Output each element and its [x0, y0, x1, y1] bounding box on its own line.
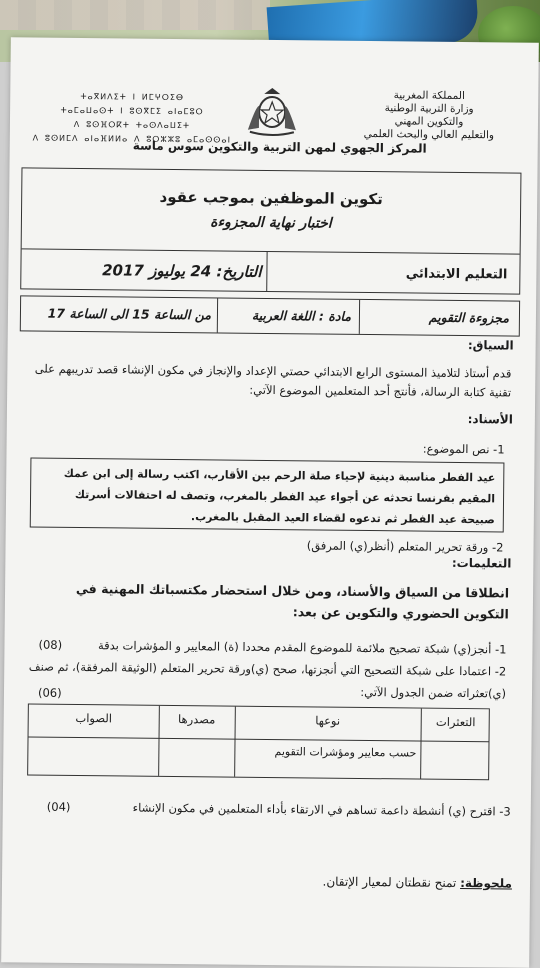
divider [266, 251, 267, 291]
tifinagh-line: ⵜⴰⴳⵍⴷⵉⵜ ⵏ ⵍⵎⵖⵔⵉⴱ [80, 91, 185, 103]
exam-info-box [20, 167, 521, 294]
context-text: قدم أستاذ لتلاميذ المستوى الرابع الابتدائي حصتي الإعداد والإنجاز في مكون الإنشاء قصد تدريبهم على تقنية كتابة الرسالة، فأنتج أحد المتعلمين الموضوع الآتي: [34, 361, 512, 400]
instructions-intro: انطلاقا من السياق والأسناد، ومن خلال استحضار مكتسباتك المهنية في التكوين الحضوري والتكوين عن بعد: [75, 580, 510, 622]
ministry-line: والتعليم العالي والبحث العلمي [363, 127, 495, 142]
exam-date: التاريخ: 24 يوليوز 2017 [102, 261, 262, 281]
question-2-points: (06) [37, 685, 62, 700]
exam-sheet [1, 37, 539, 967]
tifinagh-line: ⵜⴰⵎⴰⵡⴰⵙⵜ ⵏ ⵓⵙⴳⵎⵉ ⴰⵏⴰⵎⵓⵔ [60, 105, 204, 117]
module-name: مجزوءة التقويم [428, 309, 510, 326]
table-header: مصدرها [177, 712, 216, 727]
note [322, 875, 512, 891]
question-2: 2- اعتمادا على شبكة التصحيح التي أنجزتها، صحح (ي)ورقة تحرير المتعلم (الوثيقة المرفقة)، ثم صنف (ي)تعثراته ضمن الجدول الآتي: [28, 659, 507, 701]
module-info-row [20, 295, 520, 336]
note-label: ملحوظة: [460, 876, 513, 891]
table-cell: حسب معايير ومؤشرات التقويم [274, 745, 417, 760]
education-level: التعليم الابتدائي [405, 266, 508, 283]
subject-name: مادة : اللغة العربية [251, 307, 352, 324]
table-header: نوعها [315, 713, 341, 728]
context-heading: السياق: [467, 338, 514, 353]
instructions-heading: التعليمات: [451, 555, 512, 571]
fabric-texture [0, 0, 270, 30]
divider [359, 300, 360, 334]
support-item-1: 1- نص الموضوع: [422, 441, 505, 457]
ministry-line: المملكة المغربية [393, 89, 465, 103]
topic-text-box: عيد الفطر مناسبة دينية لإحياء صلة الرحم بين الأقارب، اكتب رسالة إلى ابن عمك المقيم بفرنسا تحدثه عن أجواء عيد الفطر بالمغرب، وتصف له احتفالات أسرتك صبيحة عيد الفطر ثم تدعوه لقضاء العيد المقبل بالمغرب. [30, 457, 505, 532]
divider [217, 298, 218, 332]
support-heading: الأسناد: [467, 412, 513, 427]
exam-time: من الساعة 15 الى الساعة 17 [47, 305, 212, 323]
question-1-points: (08) [38, 637, 63, 652]
support-item-2: 2- ورقة تحرير المتعلم (أنظر(ي) المرفق) [306, 538, 504, 555]
table-header: الصواب [75, 710, 113, 726]
royal-emblem-icon [242, 86, 303, 137]
question-3: 3- اقترح (ي) أنشطة داعمة تساهم في الارتقاء بأداء المتعلمين في مكون الإنشاء [132, 800, 511, 819]
errors-table [27, 703, 490, 780]
divider [22, 248, 520, 254]
question-3-points: (04) [46, 799, 71, 814]
tifinagh-line: ⴷ ⵓⵙⴼⵔⴽⵜ ⵜⴰⵙⴷⴰⵡⵉⵜ [73, 119, 191, 131]
ministry-line: والتكوين المهني [394, 115, 464, 129]
tifinagh-line: ⴷ ⵓⵙⵍⵎⴷ ⴰⵏⴰⴼⵍⵍⴰ ⴷ ⵓⵔⵣⵣⵓ ⴰⵎⴰⵙⵙⴰⵏ [32, 133, 232, 145]
ministry-header-arabic [344, 89, 515, 143]
regional-center-title: المركز الجهوي لمهن التربية والتكوين سوس ماسة [132, 138, 427, 156]
note-text: تمنح نقطتان لمعيار الإتقان. [322, 874, 457, 890]
exam-title: تكوين الموظفين بموجب عقود [159, 187, 383, 209]
table-header: التعثرات [435, 714, 476, 730]
exam-subtitle: اختبار نهاية المجزوءة [210, 214, 332, 232]
ministry-line: وزارة التربية الوطنية [384, 102, 474, 116]
question-1: 1- أنجز(ي) شبكة تصحيح ملائمة للموضوع المقدم محددا (ة) المعايير و المؤشرات بدقة [97, 638, 507, 657]
